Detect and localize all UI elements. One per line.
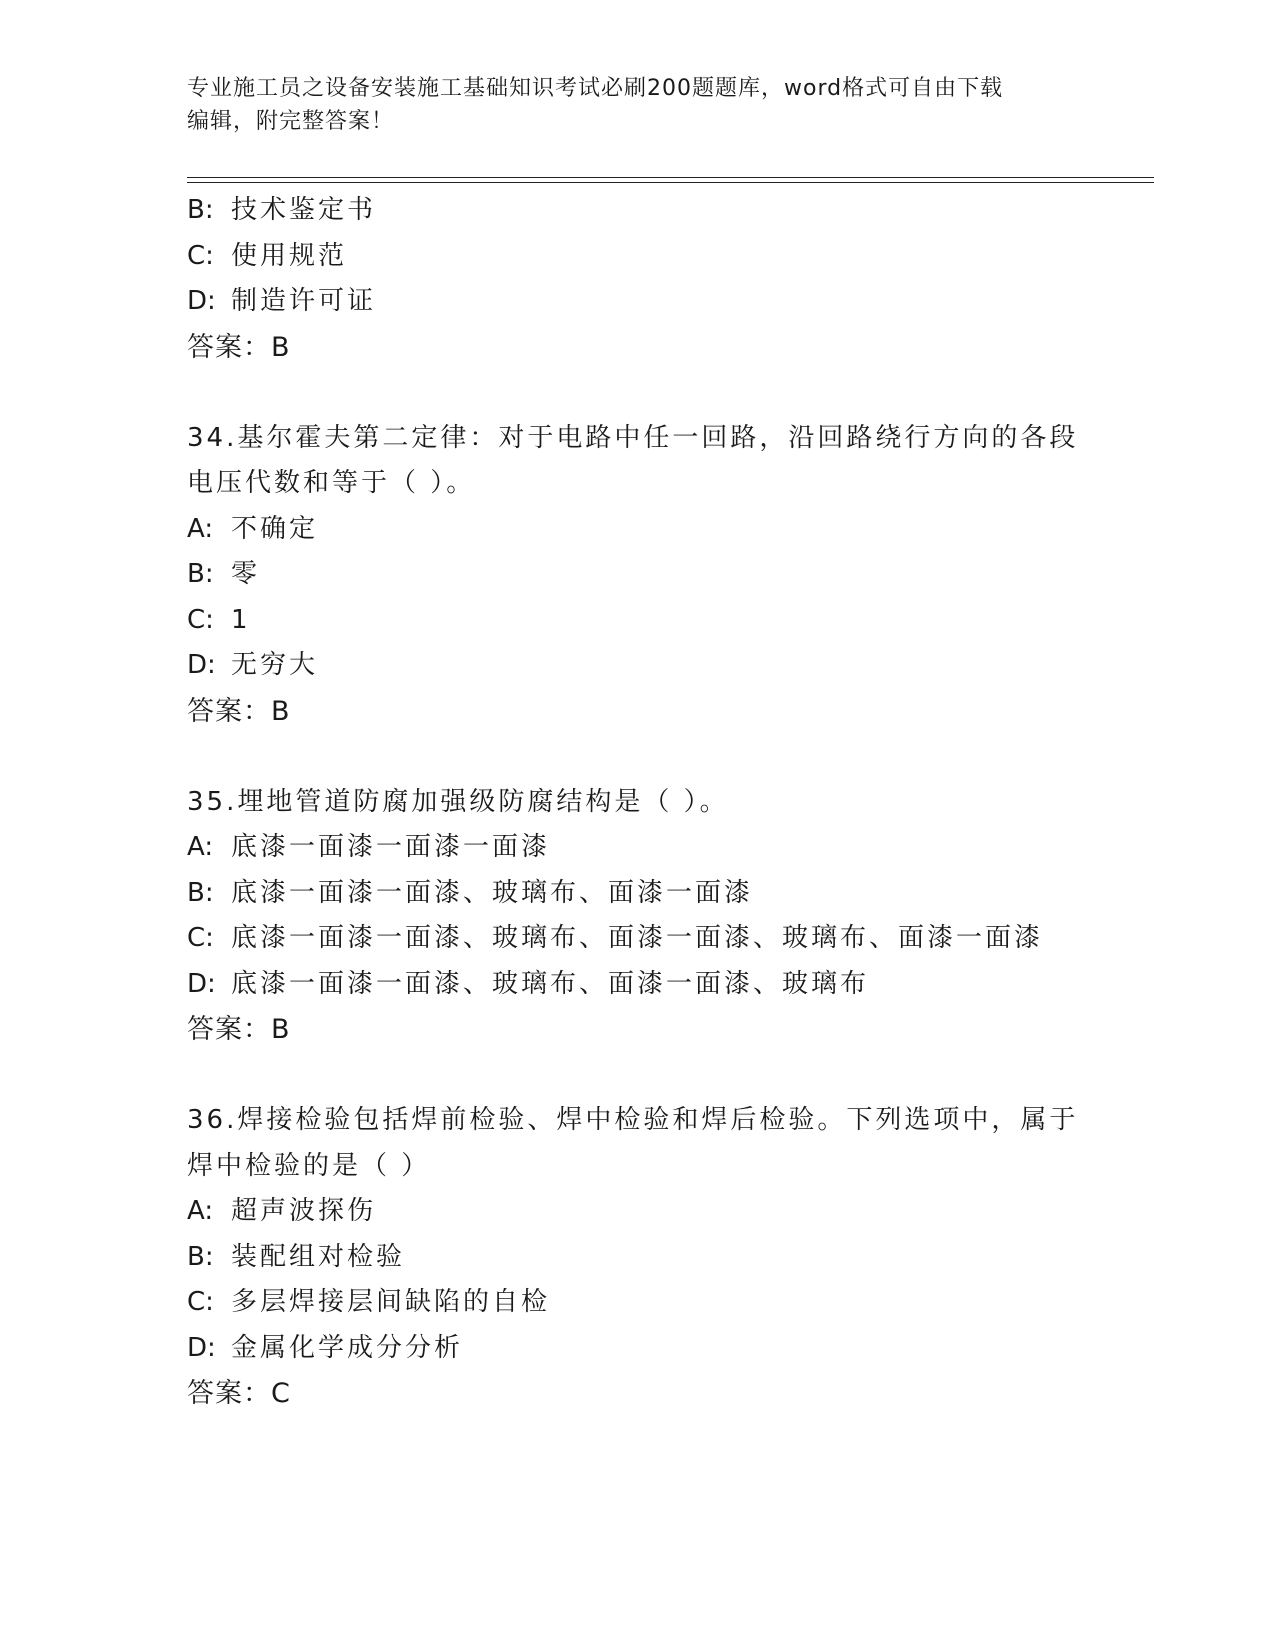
- document-header: [187, 72, 1067, 138]
- question-36: [187, 1098, 1087, 1417]
- header-line-1: 专业施工员之设备安装施工基础知识考试必刷200题题库，word格式可自由下载: [187, 76, 1004, 101]
- option-d: D: 底漆一面漆一面漆、玻璃布、面漆一面漆、玻璃布: [187, 968, 870, 999]
- option-d: D: 制造许可证: [187, 286, 377, 316]
- question-stem: 34.基尔霍夫第二定律：对于电路中任一回路，沿回路绕行方向的各段 电压代数和等于（ ）。: [187, 422, 1079, 498]
- header-line-2: 编辑，附完整答案！: [187, 109, 395, 134]
- option-b: B: 底漆一面漆一面漆、玻璃布、面漆一面漆: [187, 877, 754, 908]
- question-list: [187, 188, 1087, 1417]
- option-b: B: 零: [187, 559, 261, 589]
- option-d: D: 金属化学成分分析: [187, 1332, 464, 1363]
- question-34: [187, 416, 1087, 735]
- answer: 答案：B: [187, 1014, 291, 1045]
- question-stem: 36.焊接检验包括焊前检验、焊中检验和焊后检验。下列选项中，属于 焊中检验的是（ ）: [187, 1105, 1079, 1181]
- option-a: A: 不确定: [187, 513, 319, 544]
- answer: 答案：B: [187, 695, 291, 727]
- header-divider-top: [187, 177, 1154, 178]
- option-c: C: 多层焊接层间缺陷的自检: [187, 1287, 551, 1317]
- header-divider-bottom: [187, 182, 1154, 183]
- option-c: C: 使用规范: [187, 240, 348, 271]
- question-35: [187, 780, 1087, 1053]
- option-d: D: 无穷大: [187, 650, 319, 680]
- question-fragment: [187, 188, 1087, 370]
- option-b: B: 装配组对检验: [187, 1241, 406, 1272]
- option-c: C: 1: [187, 604, 251, 635]
- answer: 答案：C: [187, 1378, 291, 1409]
- option-b: B: 技术鉴定书: [187, 195, 377, 225]
- answer: 答案：B: [187, 331, 291, 363]
- option-c: C: 底漆一面漆一面漆、玻璃布、面漆一面漆、玻璃布、面漆一面漆: [187, 923, 1044, 953]
- option-a: A: 超声波探伤: [187, 1196, 377, 1226]
- option-a: A: 底漆一面漆一面漆一面漆: [187, 832, 551, 862]
- question-stem: 35.埋地管道防腐加强级防腐结构是（ ）。: [187, 786, 729, 817]
